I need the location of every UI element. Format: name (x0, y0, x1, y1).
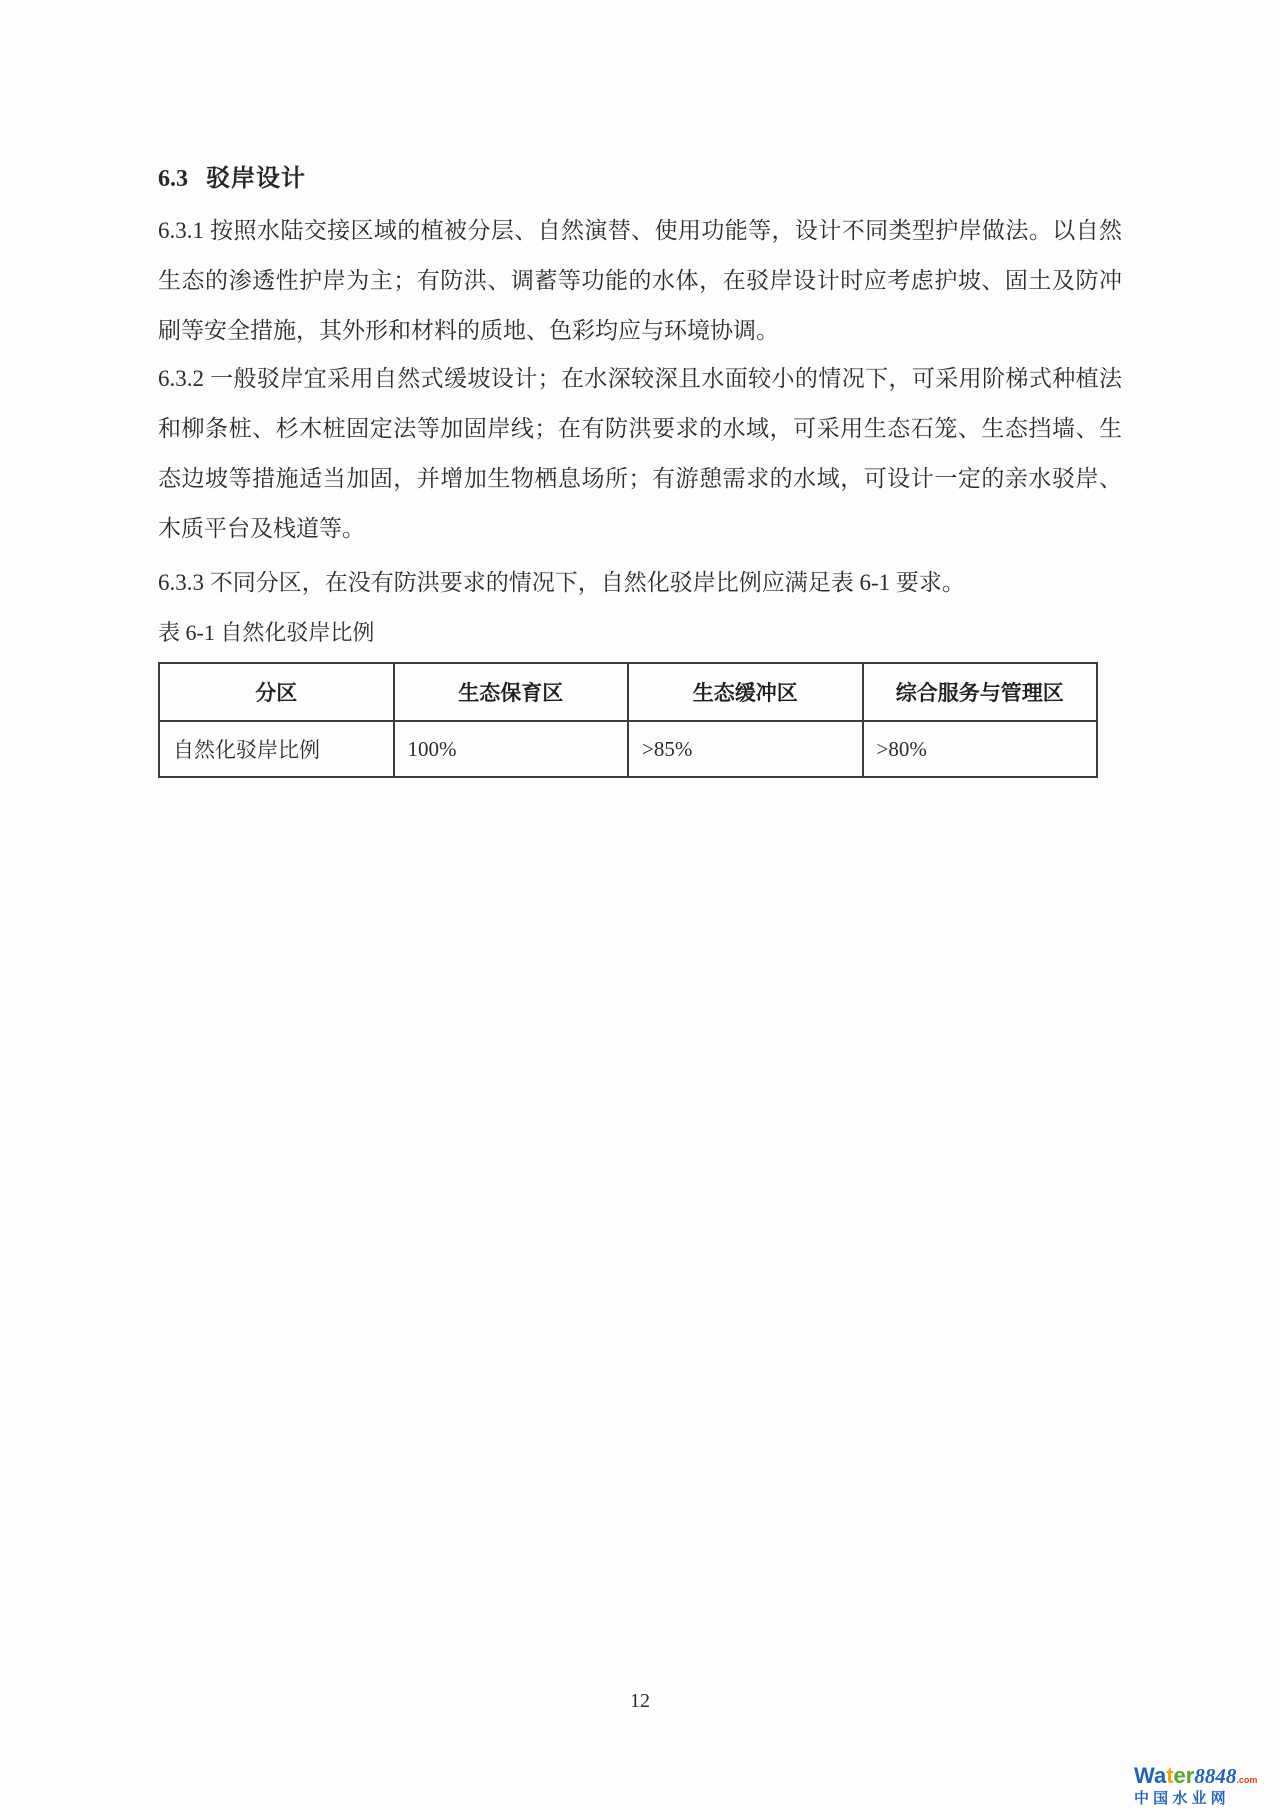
revetment-ratio-table (158, 662, 1098, 778)
table-header-service-management-zone: 综合服务与管理区 (863, 663, 1098, 721)
section-heading (158, 158, 306, 193)
watermark-text-8848: 8848 (1194, 1764, 1237, 1788)
table-header-zone: 分区 (159, 663, 394, 721)
watermark-text-er: er (1173, 1763, 1195, 1788)
watermark-text-t: t (1166, 1763, 1174, 1788)
table-cell-ratio-label: 自然化驳岸比例 (159, 721, 394, 777)
table-header-conservation-zone: 生态保育区 (394, 663, 629, 721)
table-row (159, 721, 1097, 777)
page-number: 12 (630, 1690, 650, 1712)
paragraph-6-3-2: 6.3.2 一般驳岸宜采用自然式缓坡设计；在水深较深且水面较小的情况下，可采用阶梯式种植法和柳条桩、杉木桩固定法等加固岸线；在有防洪要求的水域，可采用生态石笼、生态挡墙、生态边坡等措施适当加固，并增加生物栖息场所；有游憩需求的水域，可设计一定的亲水驳岸、木质平台及栈道等。 (158, 366, 1122, 541)
section-number: 6.3 (158, 166, 188, 192)
watermark-logo (1134, 1765, 1274, 1806)
table-cell-service-value: >80% (863, 721, 1098, 777)
watermark-brand (1134, 1765, 1274, 1787)
watermark-cn-text: 中 国 水 业 网 (1134, 1790, 1226, 1807)
section-title: 驳岸设计 (206, 165, 306, 192)
paragraph-6-3-3: 6.3.3 不同分区，在没有防洪要求的情况下，自然化驳岸比例应满足表 6-1 要求。 (158, 570, 965, 595)
table-header-buffer-zone: 生态缓冲区 (628, 663, 863, 721)
watermark-text-wa: Wa (1134, 1763, 1167, 1788)
table-caption: 表 6-1 自然化驳岸比例 (158, 620, 375, 645)
table-cell-conservation-value: 100% (394, 721, 629, 777)
table-header-row (159, 663, 1097, 721)
table-cell-buffer-value: >85% (628, 721, 863, 777)
watermark-text-com: .com (1236, 1775, 1258, 1785)
paragraph-6-3-1: 6.3.1 按照水陆交接区域的植被分层、自然演替、使用功能等，设计不同类型护岸做法。以自然生态的渗透性护岸为主；有防洪、调蓄等功能的水体，在驳岸设计时应考虑护坡、固土及防冲刷等安全措施，其外形和材料的质地、色彩均应与环境协调。 (158, 218, 1122, 343)
